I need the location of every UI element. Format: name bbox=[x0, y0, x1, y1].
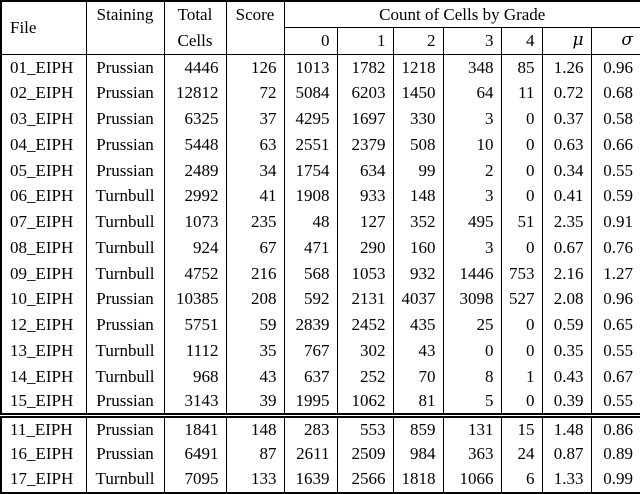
cell-grade-1: 634 bbox=[337, 158, 393, 184]
cell-mu: 0.35 bbox=[542, 338, 591, 364]
cell-grade-4: 527 bbox=[501, 286, 542, 312]
cell-grade-1: 1782 bbox=[337, 55, 393, 81]
cell-staining: Turnbull bbox=[86, 209, 164, 235]
cell-grade-0: 1908 bbox=[284, 183, 337, 209]
cell-score: 72 bbox=[226, 80, 284, 106]
cell-file: 10_EIPH bbox=[1, 286, 86, 312]
cell-staining: Turnbull bbox=[86, 183, 164, 209]
cell-grade-2: 330 bbox=[393, 106, 443, 132]
cell-grade-1: 1062 bbox=[337, 389, 393, 415]
column-header-grade-group: Count of Cells by Grade bbox=[284, 1, 640, 27]
cell-grade-3: 2 bbox=[443, 158, 501, 184]
cell-total-cells: 1841 bbox=[164, 415, 226, 441]
cell-grade-2: 984 bbox=[393, 441, 443, 467]
column-header-mu-icon: μ bbox=[542, 27, 591, 54]
column-header-grade-1: 1 bbox=[337, 27, 393, 54]
column-header-file: File bbox=[1, 1, 86, 55]
cell-grade-1: 2131 bbox=[337, 286, 393, 312]
cell-total-cells: 6491 bbox=[164, 441, 226, 467]
cell-sigma: 0.96 bbox=[591, 55, 640, 81]
cell-staining: Prussian bbox=[86, 132, 164, 158]
cell-file: 06_EIPH bbox=[1, 183, 86, 209]
cell-sigma: 0.89 bbox=[591, 441, 640, 467]
table-row bbox=[1, 235, 640, 261]
cell-file: 16_EIPH bbox=[1, 441, 86, 467]
cell-total-cells: 968 bbox=[164, 364, 226, 390]
cell-score: 63 bbox=[226, 132, 284, 158]
cell-mu: 2.08 bbox=[542, 286, 591, 312]
cell-score: 133 bbox=[226, 467, 284, 493]
cell-grade-2: 932 bbox=[393, 261, 443, 287]
cell-score: 87 bbox=[226, 441, 284, 467]
cell-staining: Prussian bbox=[86, 286, 164, 312]
cell-grade-0: 1754 bbox=[284, 158, 337, 184]
cell-staining: Prussian bbox=[86, 158, 164, 184]
table-row bbox=[1, 467, 640, 493]
column-header-total-cells bbox=[164, 1, 226, 55]
cell-mu: 1.48 bbox=[542, 415, 591, 441]
cell-grade-0: 637 bbox=[284, 364, 337, 390]
cell-staining: Prussian bbox=[86, 441, 164, 467]
cell-grade-3: 10 bbox=[443, 132, 501, 158]
cell-grade-1: 290 bbox=[337, 235, 393, 261]
cell-grade-1: 2566 bbox=[337, 467, 393, 493]
cell-mu: 0.34 bbox=[542, 158, 591, 184]
cell-grade-1: 302 bbox=[337, 338, 393, 364]
cell-file: 07_EIPH bbox=[1, 209, 86, 235]
cell-total-cells: 10385 bbox=[164, 286, 226, 312]
table-row bbox=[1, 441, 640, 467]
cell-mu: 1.26 bbox=[542, 55, 591, 81]
cell-grade-2: 508 bbox=[393, 132, 443, 158]
cell-total-cells: 1073 bbox=[164, 209, 226, 235]
column-header-staining: Staining bbox=[86, 1, 164, 55]
cell-mu: 0.37 bbox=[542, 106, 591, 132]
cell-file: 12_EIPH bbox=[1, 312, 86, 338]
table-row bbox=[1, 312, 640, 338]
cell-grade-2: 43 bbox=[393, 338, 443, 364]
cell-file: 13_EIPH bbox=[1, 338, 86, 364]
cell-staining: Prussian bbox=[86, 312, 164, 338]
cell-grade-1: 553 bbox=[337, 415, 393, 441]
cell-mu: 0.67 bbox=[542, 235, 591, 261]
cell-grade-0: 471 bbox=[284, 235, 337, 261]
cell-score: 41 bbox=[226, 183, 284, 209]
column-header-total-line1: Total bbox=[177, 5, 213, 24]
cell-grade-3: 3098 bbox=[443, 286, 501, 312]
cell-grade-4: 0 bbox=[501, 235, 542, 261]
cell-grade-2: 1818 bbox=[393, 467, 443, 493]
column-header-score: Score bbox=[226, 1, 284, 55]
cell-sigma: 0.67 bbox=[591, 364, 640, 390]
cell-score: 37 bbox=[226, 106, 284, 132]
table-row bbox=[1, 106, 640, 132]
cell-score: 59 bbox=[226, 312, 284, 338]
cell-score: 235 bbox=[226, 209, 284, 235]
cell-grade-0: 2611 bbox=[284, 441, 337, 467]
cell-grade-1: 1053 bbox=[337, 261, 393, 287]
cell-staining: Turnbull bbox=[86, 364, 164, 390]
cell-grade-4: 753 bbox=[501, 261, 542, 287]
cell-grade-4: 11 bbox=[501, 80, 542, 106]
table-row bbox=[1, 55, 640, 81]
table-row bbox=[1, 286, 640, 312]
cell-staining: Prussian bbox=[86, 106, 164, 132]
cell-grade-3: 8 bbox=[443, 364, 501, 390]
cell-total-cells: 7095 bbox=[164, 467, 226, 493]
cell-file: 03_EIPH bbox=[1, 106, 86, 132]
cell-score: 35 bbox=[226, 338, 284, 364]
cell-mu: 0.39 bbox=[542, 389, 591, 415]
cell-grade-2: 1218 bbox=[393, 55, 443, 81]
cell-grade-4: 1 bbox=[501, 364, 542, 390]
table-row bbox=[1, 364, 640, 390]
cell-total-cells: 3143 bbox=[164, 389, 226, 415]
cell-mu: 0.41 bbox=[542, 183, 591, 209]
cell-grade-2: 148 bbox=[393, 183, 443, 209]
cell-grade-1: 2379 bbox=[337, 132, 393, 158]
cell-grade-3: 3 bbox=[443, 183, 501, 209]
cell-grade-3: 5 bbox=[443, 389, 501, 415]
cell-grade-4: 0 bbox=[501, 389, 542, 415]
cell-grade-3: 3 bbox=[443, 106, 501, 132]
cell-grade-1: 933 bbox=[337, 183, 393, 209]
header-row-main bbox=[1, 1, 640, 27]
cell-grade-4: 0 bbox=[501, 338, 542, 364]
cell-total-cells: 6325 bbox=[164, 106, 226, 132]
table-row bbox=[1, 183, 640, 209]
cell-grade-4: 0 bbox=[501, 312, 542, 338]
table-body-group1 bbox=[1, 55, 640, 416]
cell-sigma: 0.91 bbox=[591, 209, 640, 235]
cell-grade-2: 70 bbox=[393, 364, 443, 390]
cell-sigma: 0.76 bbox=[591, 235, 640, 261]
cell-staining: Prussian bbox=[86, 80, 164, 106]
cell-sigma: 0.86 bbox=[591, 415, 640, 441]
table-row bbox=[1, 80, 640, 106]
cell-grade-0: 1639 bbox=[284, 467, 337, 493]
cell-grade-0: 5084 bbox=[284, 80, 337, 106]
cell-file: 04_EIPH bbox=[1, 132, 86, 158]
cell-total-cells: 2489 bbox=[164, 158, 226, 184]
cell-total-cells: 5448 bbox=[164, 132, 226, 158]
cell-staining: Prussian bbox=[86, 55, 164, 81]
cell-total-cells: 5751 bbox=[164, 312, 226, 338]
cell-grade-2: 1450 bbox=[393, 80, 443, 106]
cell-file: 14_EIPH bbox=[1, 364, 86, 390]
cell-staining: Turnbull bbox=[86, 467, 164, 493]
column-header-grade-3: 3 bbox=[443, 27, 501, 54]
cell-grade-2: 99 bbox=[393, 158, 443, 184]
cell-total-cells: 2992 bbox=[164, 183, 226, 209]
cell-grade-0: 283 bbox=[284, 415, 337, 441]
cell-sigma: 0.58 bbox=[591, 106, 640, 132]
cell-grade-3: 348 bbox=[443, 55, 501, 81]
column-header-grade-2: 2 bbox=[393, 27, 443, 54]
cell-score: 34 bbox=[226, 158, 284, 184]
cell-total-cells: 12812 bbox=[164, 80, 226, 106]
cell-grade-0: 48 bbox=[284, 209, 337, 235]
cell-grade-4: 6 bbox=[501, 467, 542, 493]
cell-score: 126 bbox=[226, 55, 284, 81]
cell-total-cells: 1112 bbox=[164, 338, 226, 364]
cell-grade-1: 1697 bbox=[337, 106, 393, 132]
table-row bbox=[1, 389, 640, 415]
cell-grade-0: 568 bbox=[284, 261, 337, 287]
cell-mu: 2.16 bbox=[542, 261, 591, 287]
cell-grade-4: 0 bbox=[501, 183, 542, 209]
cell-file: 01_EIPH bbox=[1, 55, 86, 81]
cell-score: 67 bbox=[226, 235, 284, 261]
cell-mu: 0.63 bbox=[542, 132, 591, 158]
cell-score: 208 bbox=[226, 286, 284, 312]
cell-grade-2: 81 bbox=[393, 389, 443, 415]
cell-grade-3: 64 bbox=[443, 80, 501, 106]
table-row bbox=[1, 158, 640, 184]
column-header-grade-0: 0 bbox=[284, 27, 337, 54]
cell-file: 02_EIPH bbox=[1, 80, 86, 106]
table-row bbox=[1, 132, 640, 158]
cell-file: 08_EIPH bbox=[1, 235, 86, 261]
cell-sigma: 0.96 bbox=[591, 286, 640, 312]
cell-grade-3: 131 bbox=[443, 415, 501, 441]
cell-grade-4: 0 bbox=[501, 158, 542, 184]
cell-grade-2: 4037 bbox=[393, 286, 443, 312]
table-row bbox=[1, 209, 640, 235]
cell-grade-4: 15 bbox=[501, 415, 542, 441]
cell-score: 39 bbox=[226, 389, 284, 415]
cell-grade-3: 3 bbox=[443, 235, 501, 261]
column-header-total-line2: Cells bbox=[177, 31, 213, 50]
cell-grade-0: 767 bbox=[284, 338, 337, 364]
cell-grade-4: 0 bbox=[501, 132, 542, 158]
cell-grade-0: 4295 bbox=[284, 106, 337, 132]
cell-mu: 2.35 bbox=[542, 209, 591, 235]
cell-grade-3: 1066 bbox=[443, 467, 501, 493]
column-header-grade-4: 4 bbox=[501, 27, 542, 54]
cell-file: 11_EIPH bbox=[1, 415, 86, 441]
cell-grade-3: 363 bbox=[443, 441, 501, 467]
cell-grade-0: 2551 bbox=[284, 132, 337, 158]
cell-sigma: 0.68 bbox=[591, 80, 640, 106]
cell-grade-1: 6203 bbox=[337, 80, 393, 106]
cell-mu: 0.87 bbox=[542, 441, 591, 467]
cell-grade-1: 252 bbox=[337, 364, 393, 390]
cell-grade-3: 25 bbox=[443, 312, 501, 338]
cell-grade-0: 1013 bbox=[284, 55, 337, 81]
table-row bbox=[1, 415, 640, 441]
cell-grade-2: 352 bbox=[393, 209, 443, 235]
cell-grade-0: 1995 bbox=[284, 389, 337, 415]
cell-score: 43 bbox=[226, 364, 284, 390]
cell-grade-4: 24 bbox=[501, 441, 542, 467]
cell-grade-2: 859 bbox=[393, 415, 443, 441]
cell-total-cells: 4446 bbox=[164, 55, 226, 81]
table-body-group2 bbox=[1, 415, 640, 492]
cell-grade-4: 85 bbox=[501, 55, 542, 81]
cell-grade-0: 2839 bbox=[284, 312, 337, 338]
cell-sigma: 0.59 bbox=[591, 183, 640, 209]
cell-staining: Turnbull bbox=[86, 235, 164, 261]
cell-grade-2: 160 bbox=[393, 235, 443, 261]
cell-sigma: 0.66 bbox=[591, 132, 640, 158]
cell-grade-4: 51 bbox=[501, 209, 542, 235]
cell-mu: 0.72 bbox=[542, 80, 591, 106]
cell-sigma: 0.99 bbox=[591, 467, 640, 493]
cell-sigma: 0.55 bbox=[591, 158, 640, 184]
cell-file: 15_EIPH bbox=[1, 389, 86, 415]
cell-grade-3: 1446 bbox=[443, 261, 501, 287]
cell-staining: Prussian bbox=[86, 415, 164, 441]
table-row bbox=[1, 338, 640, 364]
cell-grade-4: 0 bbox=[501, 106, 542, 132]
cell-score: 216 bbox=[226, 261, 284, 287]
table-header bbox=[1, 1, 640, 55]
cell-mu: 1.33 bbox=[542, 467, 591, 493]
cell-mu: 0.59 bbox=[542, 312, 591, 338]
cell-sigma: 0.55 bbox=[591, 338, 640, 364]
cell-grade-1: 2452 bbox=[337, 312, 393, 338]
cell-grade-1: 127 bbox=[337, 209, 393, 235]
cell-sigma: 0.55 bbox=[591, 389, 640, 415]
table-row bbox=[1, 261, 640, 287]
cell-file: 09_EIPH bbox=[1, 261, 86, 287]
cell-file: 05_EIPH bbox=[1, 158, 86, 184]
cell-mu: 0.43 bbox=[542, 364, 591, 390]
cell-grade-2: 435 bbox=[393, 312, 443, 338]
cell-total-cells: 924 bbox=[164, 235, 226, 261]
cell-sigma: 0.65 bbox=[591, 312, 640, 338]
cell-grade-0: 592 bbox=[284, 286, 337, 312]
cell-score: 148 bbox=[226, 415, 284, 441]
cell-file: 17_EIPH bbox=[1, 467, 86, 493]
cell-staining: Prussian bbox=[86, 389, 164, 415]
cell-staining: Turnbull bbox=[86, 261, 164, 287]
cell-staining: Turnbull bbox=[86, 338, 164, 364]
cell-grade-3: 495 bbox=[443, 209, 501, 235]
cell-grade-1: 2509 bbox=[337, 441, 393, 467]
cell-total-cells: 4752 bbox=[164, 261, 226, 287]
column-header-sigma-icon: σ bbox=[591, 27, 640, 54]
cell-grade-3: 0 bbox=[443, 338, 501, 364]
cell-sigma: 1.27 bbox=[591, 261, 640, 287]
